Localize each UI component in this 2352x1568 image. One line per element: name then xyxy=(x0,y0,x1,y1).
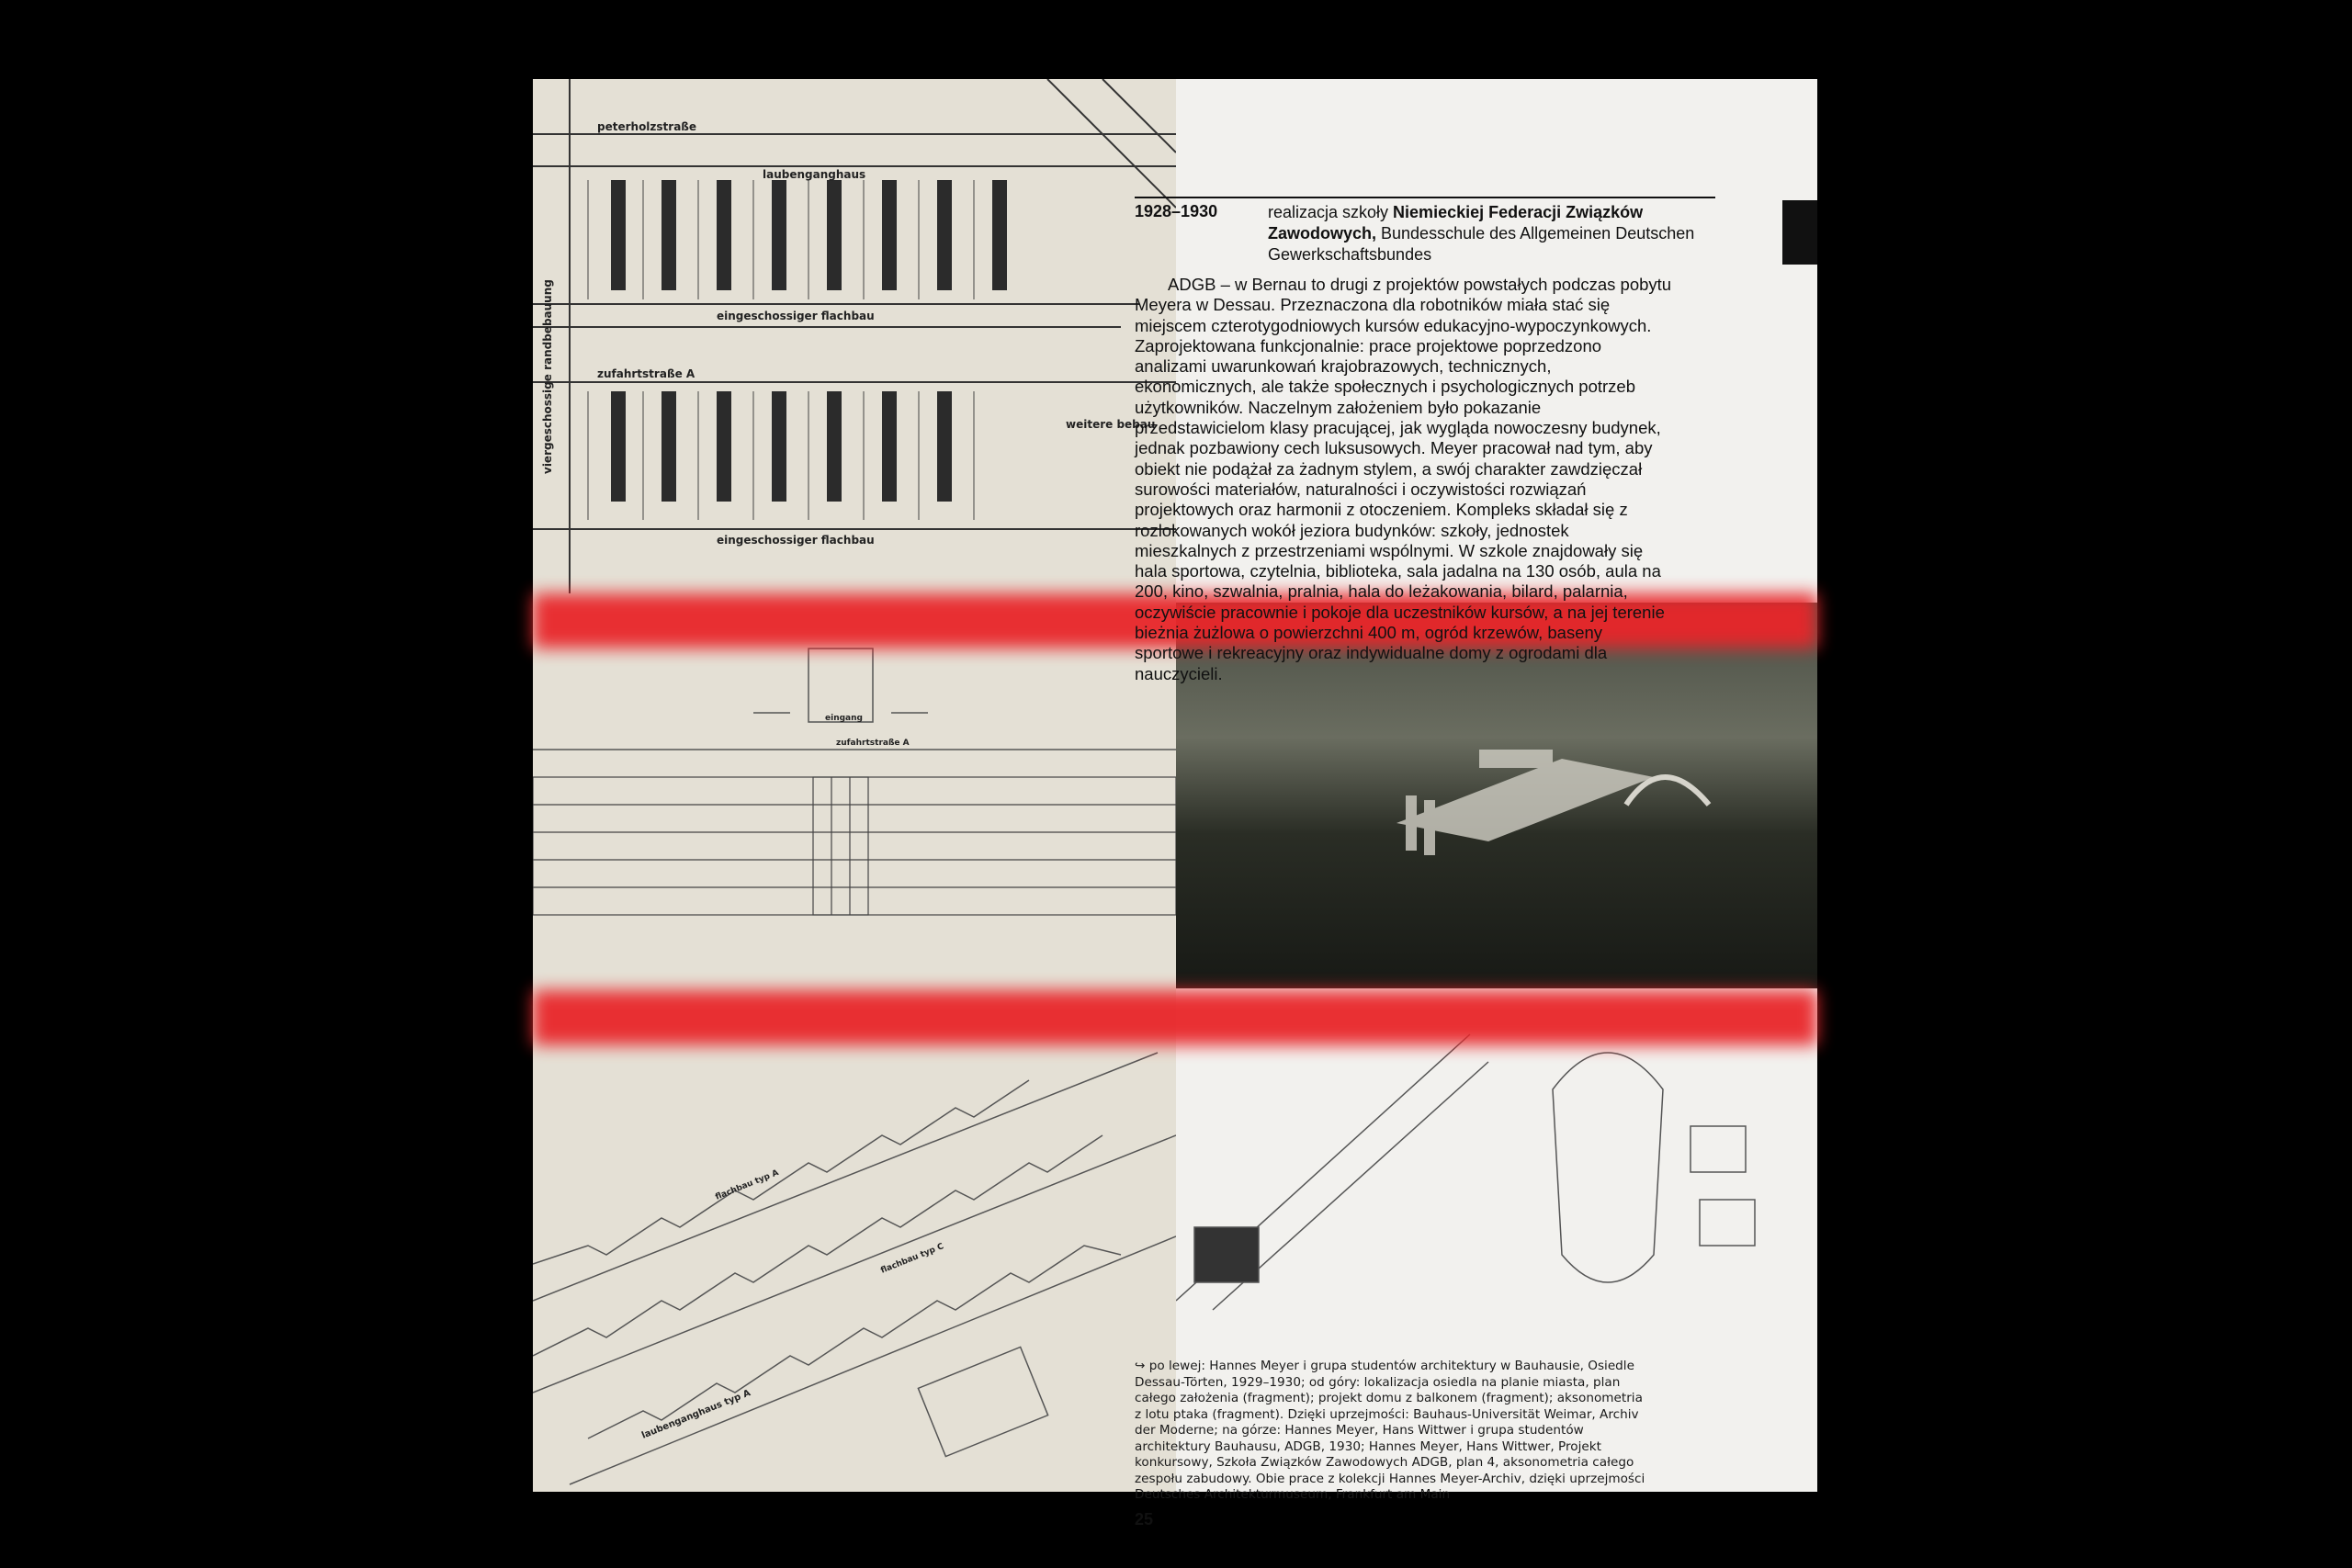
header-bold: Niemieckiej Federacji Związków Zawodowych, xyxy=(1268,203,1644,243)
header-prefix: realizacja szkoły xyxy=(1268,203,1394,221)
header-row xyxy=(1135,197,1715,264)
header-text xyxy=(1268,202,1700,265)
plan-label-elev2: zufahrtstraße A xyxy=(836,739,910,748)
plan-label-axo1: flachbau typ A xyxy=(714,1168,781,1202)
plan-label-street3: eingeschossiger flachbau xyxy=(717,310,875,322)
plan-label-axo3: laubenganghaus typ A xyxy=(640,1388,752,1441)
page-number: 25 xyxy=(1135,1510,1154,1529)
plan-label-street4: zufahrtstraße A xyxy=(597,367,695,380)
plan-label-elev1: eingang xyxy=(825,714,863,723)
plan-label-side1: viergeschossige randbebauung xyxy=(541,279,554,474)
plan-label-axo2: flachbau typ C xyxy=(879,1242,945,1276)
image-caption: ↪ po lewej: Hannes Meyer i grupa studentów architektury w Bauhausie, Osiedle Dessau-Törten, 1929–1930; od góry: lokalizacja osiedla na planie miasta, plan całego założenia (fragment); projekt domu z balkonem (fragment); aksonometria z lotu ptaka (fragment). Dzięki uprzejmości: Bauhaus-Universität Weimar, Archiv der Moderne; na górze: Hannes Meyer, Hans Wittwer i grupa studentów architektury Bauhausu, ADGB, 1930; Hannes Meyer, Hans Wittwer, Projekt konkursowy, Szkoła Związków Zawodowych ADGB, plan 4, aksonometria całego zespołu zabudowy. Obie prace z kolekcji Hannes Meyer-Archiv, dzięki uprzejmości Deutsches Architekturmuseum, Frankfurt am Main xyxy=(1135,1359,1645,1502)
magazine-spread xyxy=(533,79,1817,1529)
plan-label-street6: eingeschossiger flachbau xyxy=(717,534,875,547)
left-page-plans xyxy=(533,79,1176,1492)
red-band-bottom xyxy=(533,990,1817,1045)
architectural-plans-image xyxy=(533,79,1176,1492)
plan-label-street2: laubenganghaus xyxy=(763,168,866,181)
plan-label-street5: weitere bebau xyxy=(1066,418,1156,431)
header-suffix: Bundesschule des Allgemeinen Deutschen Gewerkschaftsbundes xyxy=(1268,224,1695,264)
plan-label-street1: peterholzstraße xyxy=(597,120,697,133)
header-year: 1928–1930 xyxy=(1135,202,1218,220)
page-edge-tab xyxy=(1782,200,1817,265)
body-paragraph: ADGB – w Bernau to drugi z projektów powstałych podczas pobytu Meyera w Dessau. Przeznaczona dla robotników miała stać się miejscem czterotygodniowych kursów edukacyjno-wypoczynkowych. Zaprojektowana funkcjonalnie: prace projektowe poprzedzono analizami uwarunkowań krajobrazowych, technicznych, ekonomicznych, ale także społecznych i psychologicznych potrzeb użytkowników. Naczelnym założeniem było pokazanie przedstawicielom klasy pracującej, jak wygląda nowoczesny budynek, jednak pozbawiony cech luksusowych. Meyer pracował nad tym, aby obiekt nie podążał za żadnym stylem, a swój charakter zawdzięczał surowości materiałów, naturalności i oczywistości rozwiązań projektowych oraz harmonii z otoczeniem. Kompleks składał się z rozlokowanych wokół jeziora budynków: szkoły, jednostek mieszkalnych z przestrzeniami wspólnymi. W szkole znajdowały się hala sportowa, czytelnia, biblioteka, sala jadalna na 130 osób, aula na 200, kino, szwalnia, pralnia, hala do leżakowania, bilard, palarnia, oczywiście pracownie i pokoje dla uczestników kursów, a na jej terenie bieżnia żużlowa o powierzchni 400 m, ogród krzewów, baseny sportowe i rekreacyjny oraz indywidualne domy z ogrodami dla nauczycieli. xyxy=(1135,275,1672,683)
